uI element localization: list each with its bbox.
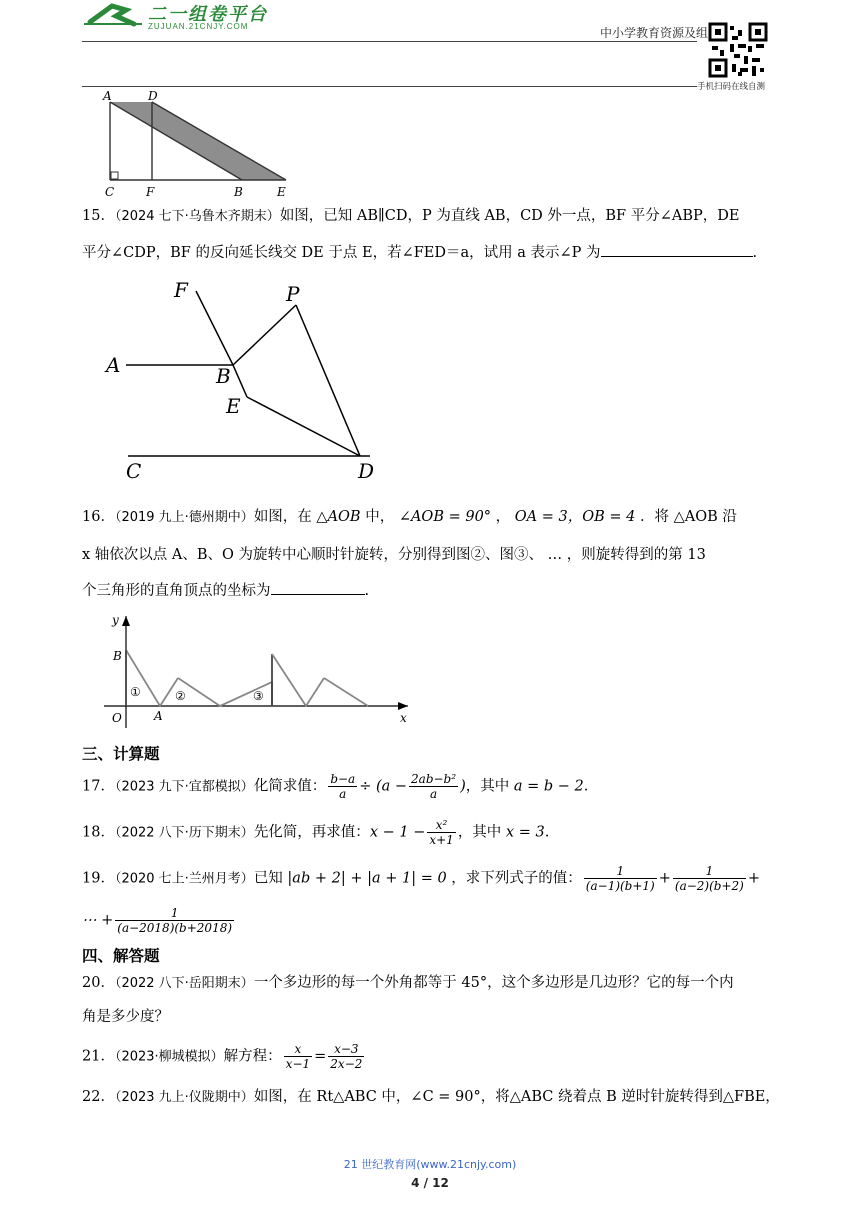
label-circle-2: ②	[175, 689, 186, 703]
q-text-line1: 如图，已知 AB∥CD，P 为直线 AB，CD 外一点，BF 平分∠ABP，DE	[279, 208, 740, 224]
answer-blank[interactable]	[601, 240, 753, 257]
label-P: P	[286, 282, 300, 306]
label-y: y	[112, 613, 119, 627]
label-F: F	[146, 185, 155, 199]
label-circle-1: ①	[130, 685, 141, 699]
question-16-line3: 个三角形的直角顶点的坐标为 .	[82, 578, 782, 602]
label-E: E	[226, 394, 241, 418]
fraction: $\frac{\text{2ab−b²}}{a}$	[411, 772, 457, 801]
label-B: B	[113, 649, 122, 663]
label-O: O	[112, 711, 122, 725]
fraction: $\frac{x}{x-1}$	[285, 1042, 311, 1071]
label-x: x	[400, 711, 407, 725]
fraction: $\frac{1}{(a-2)(b+2)}$	[674, 864, 744, 893]
figure-16	[100, 610, 420, 735]
q-text-line2: 平分∠CDP，BF 的反向延长线交 DE 于点 E，若∠FED＝a，试用 a 表示∠P 为	[82, 245, 601, 261]
footer-link[interactable]: 21 世纪教育网(www.21cnjy.com)	[343, 1158, 517, 1171]
figure-15	[100, 275, 400, 485]
label-B: B	[216, 364, 231, 388]
figure-14	[100, 88, 300, 200]
label-A: A	[106, 353, 121, 377]
question-18: 18．（2022 八下·历下期末）先化简，再求值：x − 1 − $\frac{\text{x²}}{x+1}$ ，其中 x = 3.	[82, 818, 550, 847]
header-divider	[82, 41, 697, 42]
fraction: $\frac{\text{x²}}{x+1}$	[429, 818, 454, 847]
fraction: $\frac{b-a}{a}$	[330, 772, 356, 801]
fraction: $\frac{x-3}{2x-2}$	[330, 1042, 363, 1071]
label-E: E	[277, 185, 286, 199]
question-16: 16．（2019 九上·德州期中）如图，在 △AOB 中， ∠AOB = 90° ， OA = 3，OB = 4 ．将 △AOB 沿	[82, 509, 737, 525]
section-heading-4: 四、解答题	[82, 947, 160, 965]
qr-code-icon[interactable]	[708, 22, 768, 78]
question-22: 22．（2023 九上·仪陇期中）如图，在 Rt△ABC 中，∠C = 90°，将△ABC 绕着点 B 逆时针旋转得到△FBE，	[82, 1089, 780, 1105]
label-A: A	[154, 709, 163, 723]
label-D: D	[148, 89, 158, 103]
fraction: $\frac{1}{(a-2018)(b+2018)}$	[117, 906, 233, 935]
header-divider-lower	[82, 86, 697, 87]
question-21: 21．（2023·柳城模拟）解方程： $\frac{x}{x-1}$ = $\frac{x-3}{2x-2}$	[82, 1042, 363, 1071]
fraction: $\frac{1}{(a-1)(b+1)}$	[585, 864, 655, 893]
logo-subtext: ZUJUAN.21CNJY.COM	[148, 22, 249, 31]
question-16-line2: x 轴依次以点 A、B、O 为旋转中心顺时针旋转，分别得到图②、图③、 … ，则旋转得到的第 13	[82, 547, 706, 563]
q-number: 15．	[82, 208, 115, 224]
q-source: （2024 七下·乌鲁木齐期末）	[114, 209, 280, 224]
question-17: 17．（2023 九下·宜都模拟）化简求值： $\frac{b-a}{a}$ ÷ (a − $\frac{\text{2ab−b²}}{a}$ )，其中 a = b − 2.	[82, 772, 589, 801]
question-19-line2: ⋯ + $\frac{1}{(a-2018)(b+2018)}$	[82, 906, 233, 935]
label-C: C	[105, 185, 115, 199]
question-15	[82, 205, 782, 228]
logo-text: 二一组卷平台	[148, 4, 268, 24]
question-20: 20．（2022 八下·岳阳期末）一个多边形的每一个外角都等于 45°，这个多边形是几边形？它的每一个内	[82, 975, 734, 991]
label-A: A	[103, 89, 112, 103]
runner-logo-icon	[82, 0, 152, 28]
header-resource-text: 中小学教育资源及组	[599, 26, 708, 40]
label-C: C	[126, 459, 142, 483]
label-B: B	[234, 185, 243, 199]
question-19: 19．（2020 七上·兰州月考）已知 |ab + 2| + |a + 1| = 0 ，求下列式子的值： $\frac{1}{(a-1)(b+1)}$ + $\frac{1}{(a-2)(b+2)}$ +	[82, 864, 761, 893]
answer-blank[interactable]	[271, 578, 365, 595]
label-circle-3: ③	[253, 689, 264, 703]
section-heading-3: 三、计算题	[82, 745, 160, 763]
question-15-line2: 平分∠CDP，BF 的反向延长线交 DE 于点 E，若∠FED＝a，试用 a 表示∠P 为 .	[82, 240, 782, 264]
question-20-line2: 角是多少度？	[82, 1009, 169, 1025]
qr-caption: 手机扫码在线自测	[697, 82, 766, 92]
label-F: F	[174, 278, 188, 302]
label-D: D	[358, 459, 375, 483]
page-number: 4 / 12	[411, 1176, 449, 1190]
